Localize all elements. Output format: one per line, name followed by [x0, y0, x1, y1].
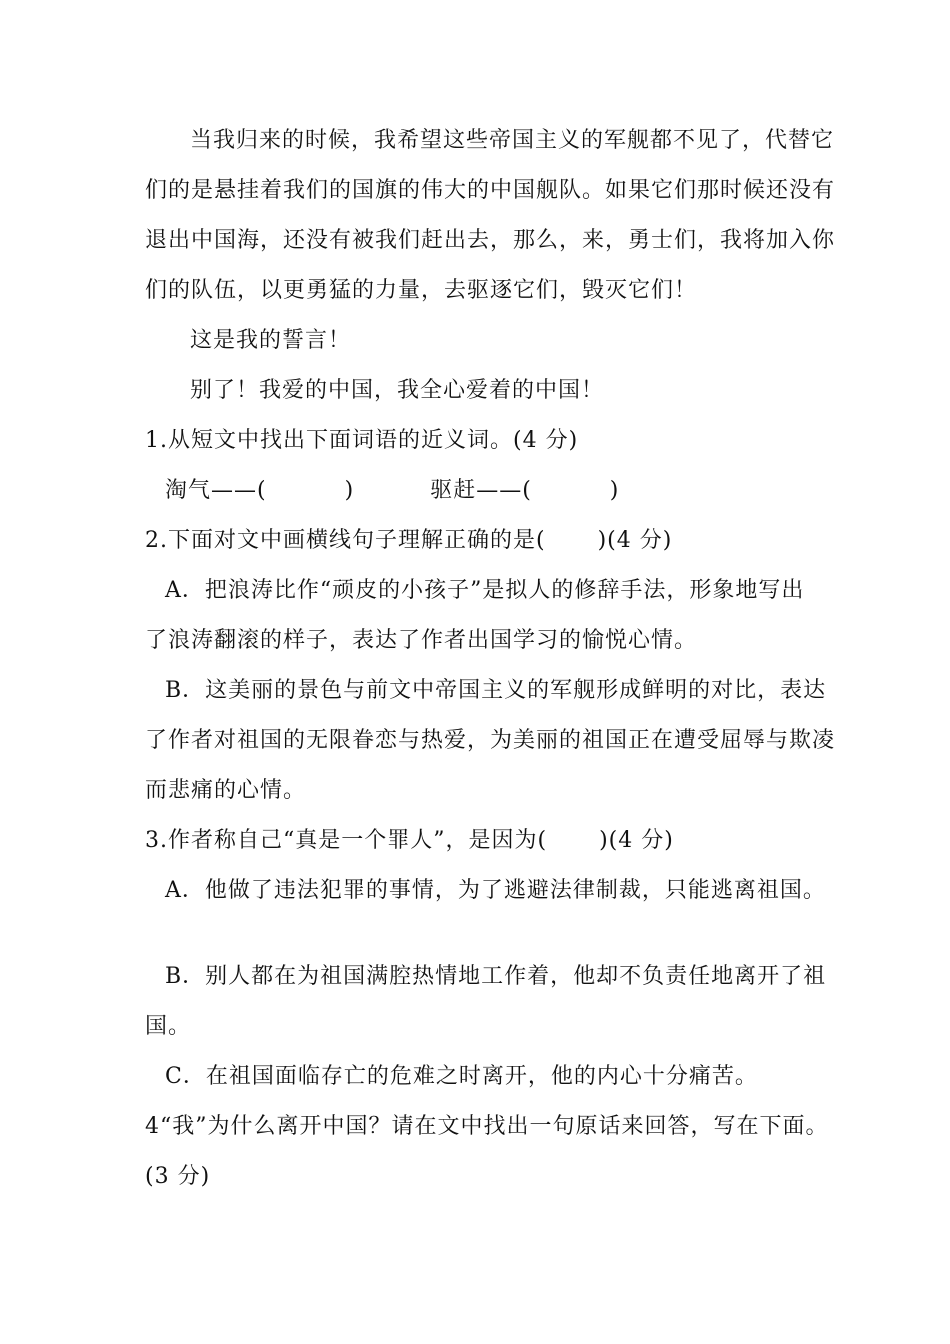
passage-oath: 这是我的誓言！	[190, 328, 352, 353]
question-2-stem	[145, 526, 672, 556]
question-1-stem: 1.从短文中找出下面词语的近义词。(4 分)	[145, 428, 579, 453]
q2-stem-prefix: 2.下面对文中画横线句子理解正确的是(	[145, 528, 546, 553]
question-4-stem-line-1: 4“我”为什么离开中国？请在文中找出一句原话来回答，写在下面。	[145, 1114, 829, 1139]
q2-option-a-line-1: A．把浪涛比作“顽皮的小孩子”是拟人的修辞手法，形象地写出	[165, 578, 805, 603]
q1-word-2: 驱赶——(	[430, 478, 532, 503]
passage-line-4: 们的队伍，以更勇猛的力量，去驱逐它们，毁灭它们！	[145, 278, 698, 303]
q3-stem-suffix: )(4 分)	[599, 828, 674, 853]
q1-word-2-close: )	[609, 478, 620, 503]
passage-line-1: 当我归来的时候，我希望这些帝国主义的军舰都不见了，代替它	[190, 128, 835, 153]
q2-stem-suffix: )(4 分)	[597, 528, 673, 553]
q2-option-b-line-1: B．这美丽的景色与前文中帝国主义的军舰形成鲜明的对比，表达	[165, 678, 827, 703]
passage-line-3: 退出中国海，还没有被我们赶出去，那么，来，勇士们，我将加入你	[145, 228, 836, 253]
q3-option-b-line-1: B．别人都在为祖国满腔热情地工作着，他却不负责任地离开了祖	[165, 964, 827, 989]
q2-option-a-line-2: 了浪涛翻滚的样子，表达了作者出国学习的愉悦心情。	[145, 628, 698, 653]
passage-farewell: 别了！我爱的中国，我全心爱着的中国！	[190, 378, 605, 403]
question-3-stem	[145, 826, 674, 856]
q3-option-b-line-2: 国。	[145, 1014, 192, 1039]
question-4-stem-line-2: (3 分)	[145, 1164, 211, 1189]
q1-word-1-close: )	[344, 478, 355, 503]
q2-option-b-line-3: 而悲痛的心情。	[145, 778, 307, 803]
q3-option-c: C．在祖国面临存亡的危难之时离开，他的内心十分痛苦。	[165, 1064, 758, 1089]
question-1-blanks	[165, 476, 619, 506]
q2-option-b-line-2: 了作者对祖国的无限眷恋与热爱，为美丽的祖国正在遭受屈辱与欺凌	[145, 728, 836, 753]
q3-stem-prefix: 3.作者称自己“真是一个罪人”，是因为(	[145, 828, 548, 853]
passage-line-2: 们的是悬挂着我们的国旗的伟大的中国舰队。如果它们那时候还没有	[145, 178, 836, 203]
q1-word-1: 淘气——(	[165, 478, 267, 503]
q3-option-a: A．他做了违法犯罪的事情，为了逃避法律制裁，只能逃离祖国。	[165, 878, 826, 903]
